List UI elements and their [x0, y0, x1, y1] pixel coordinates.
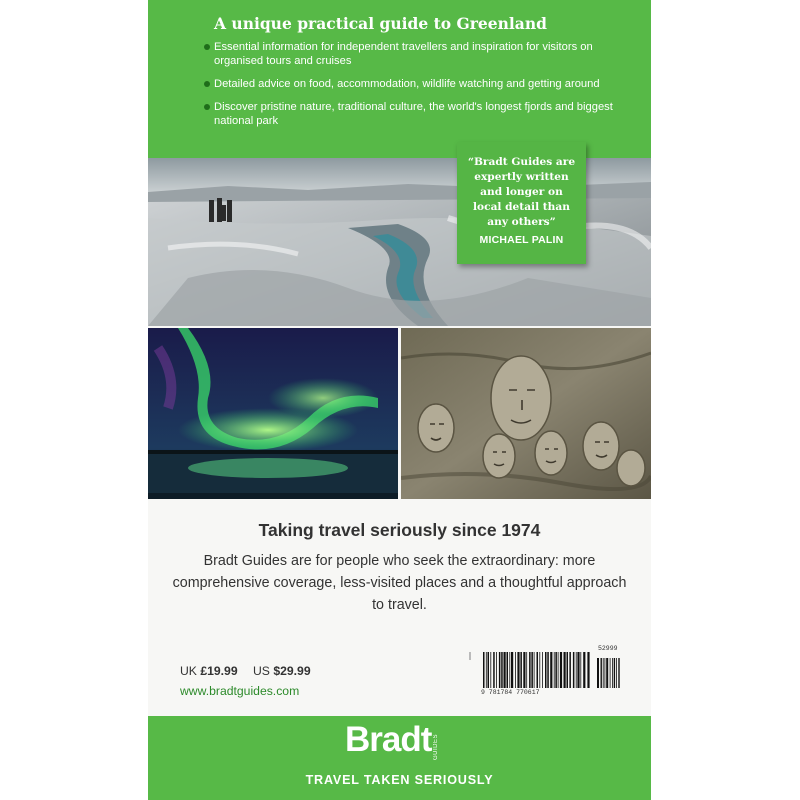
book-back-cover	[148, 0, 651, 800]
bullet-icon	[204, 81, 210, 87]
testimonial-quote: “Bradt Guides are expertly written and longer on local detail than any others”	[467, 156, 576, 228]
print-mark	[469, 652, 471, 660]
logo-wordmark: Bradt	[345, 720, 432, 759]
feature-item: Discover pristine nature, traditional culture, the world's longest fjords and biggest national park	[204, 100, 634, 128]
isbn-barcode	[479, 645, 621, 698]
publisher-website[interactable]: www.bradtguides.com	[180, 684, 300, 698]
feature-item: Essential information for independent travellers and inspiration for visitors on organised tours and cruises	[204, 40, 634, 68]
feature-item: Detailed advice on food, accommodation, wildlife watching and getting around	[204, 77, 634, 91]
brand-band	[148, 716, 651, 800]
uk-price: £19.99	[200, 664, 238, 678]
isbn-number: 9 781784 770617	[481, 689, 540, 696]
cover-headline: A unique practical guide to Greenland	[214, 14, 547, 33]
testimonial-author: MICHAEL PALIN	[479, 234, 564, 246]
logo-subtitle: GUIDES	[433, 734, 439, 761]
price-code: 52999	[598, 645, 618, 652]
summary-band	[148, 0, 651, 158]
aurora-photo	[148, 328, 398, 499]
us-price: $29.99	[273, 664, 311, 678]
tagline-body: Bradt Guides are for people who seek the extraordinary: more comprehensive coverage, less-visited places and a thoughtful approach to travel.	[172, 553, 627, 613]
feature-list	[204, 40, 634, 137]
price-line: UK £19.99 US $29.99	[180, 664, 311, 678]
bullet-icon	[204, 104, 210, 110]
brand-slogan: TRAVEL TAKEN SERIOUSLY	[305, 773, 494, 787]
stone-carvings-photo	[401, 328, 651, 499]
tagline-heading: Taking travel seriously since 1974	[258, 520, 541, 540]
testimonial-box	[457, 142, 586, 264]
bullet-icon	[204, 44, 210, 50]
bradt-logo	[345, 720, 455, 762]
